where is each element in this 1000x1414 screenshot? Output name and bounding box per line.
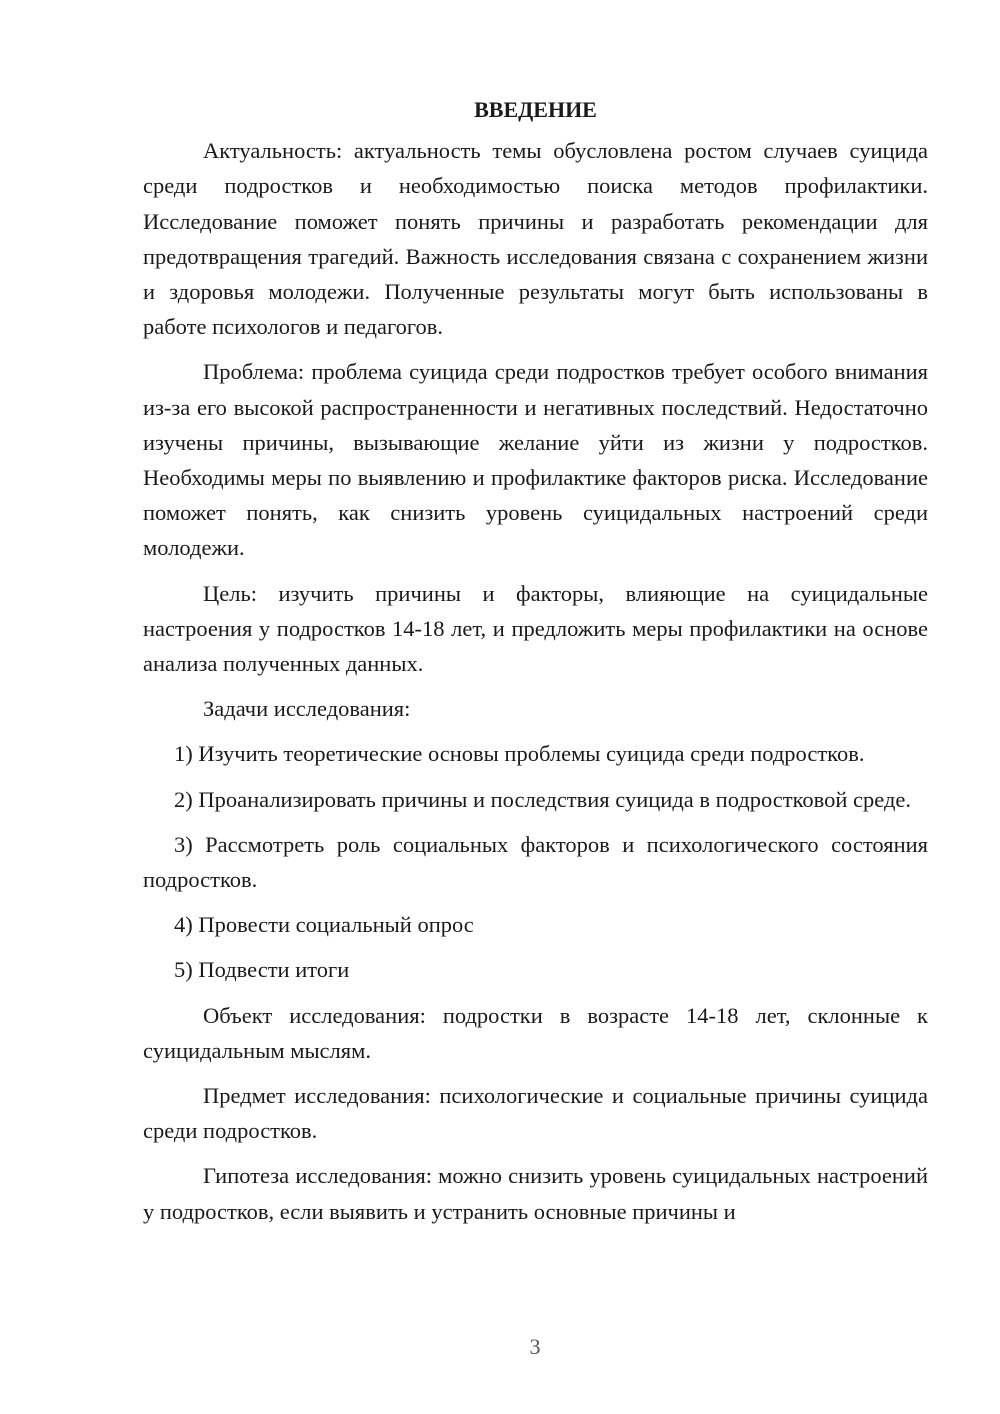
paragraph-tasks-heading: Задачи исследования: bbox=[203, 696, 411, 722]
document-page bbox=[143, 92, 928, 1239]
task-item-3: 3) Рассмотреть роль социальных факторов и психологического состояния подростков. bbox=[143, 831, 928, 893]
paragraph-problem: Проблема: проблема суицида среди подростков требует особого внимания из-за его высокой распространенности и негативных последствий. Недостаточно изучены причины, вызывающие желание уйти из жизни у подростков. Необходимы меры по выявлению и профилактике факторов риска. Исследование поможет понять, как снизить уровень суицидальных настроений среди молодежи. bbox=[143, 359, 928, 561]
paragraph-relevance: Актуальность: актуальность темы обусловлена ростом случаев суицида среди подростков и необходимостью поиска методов профилактики. Исследование поможет понять причины и разработать рекомендации для предотвращения трагедий. Важность исследования связана с сохранением жизни и здоровья молодежи. Полученные результаты могут быть использованы в работе психологов и педагогов. bbox=[143, 138, 928, 340]
task-item-2: 2) Проанализировать причины и последствия суицида в подростковой среде. bbox=[174, 786, 912, 812]
section-title: ВВЕДЕНИЕ bbox=[474, 97, 597, 122]
task-item-1: 1) Изучить теоретические основы проблемы суицида среди подростков. bbox=[174, 741, 865, 767]
paragraph-subject: Предмет исследования: психологические и социальные причины суицида среди подростков. bbox=[143, 1083, 928, 1144]
task-item-4: 4) Провести социальный опрос bbox=[174, 912, 474, 938]
paragraph-object: Объект исследования: подростки в возрасте 14-18 лет, склонные к суицидальным мыслям. bbox=[143, 1002, 928, 1063]
page-number: 3 bbox=[529, 1334, 541, 1359]
paragraph-hypothesis: Гипотеза исследования: можно снизить уровень суицидальных настроений у подростков, если выявить и устранить основные причины и bbox=[143, 1163, 928, 1224]
task-item-5: 5) Подвести итоги bbox=[174, 957, 350, 983]
paragraph-goal: Цель: изучить причины и факторы, влияющие на суицидальные настроения у подростков 14-18 лет, и предложить меры профилактики на основе анализа полученных данных. bbox=[143, 580, 928, 677]
